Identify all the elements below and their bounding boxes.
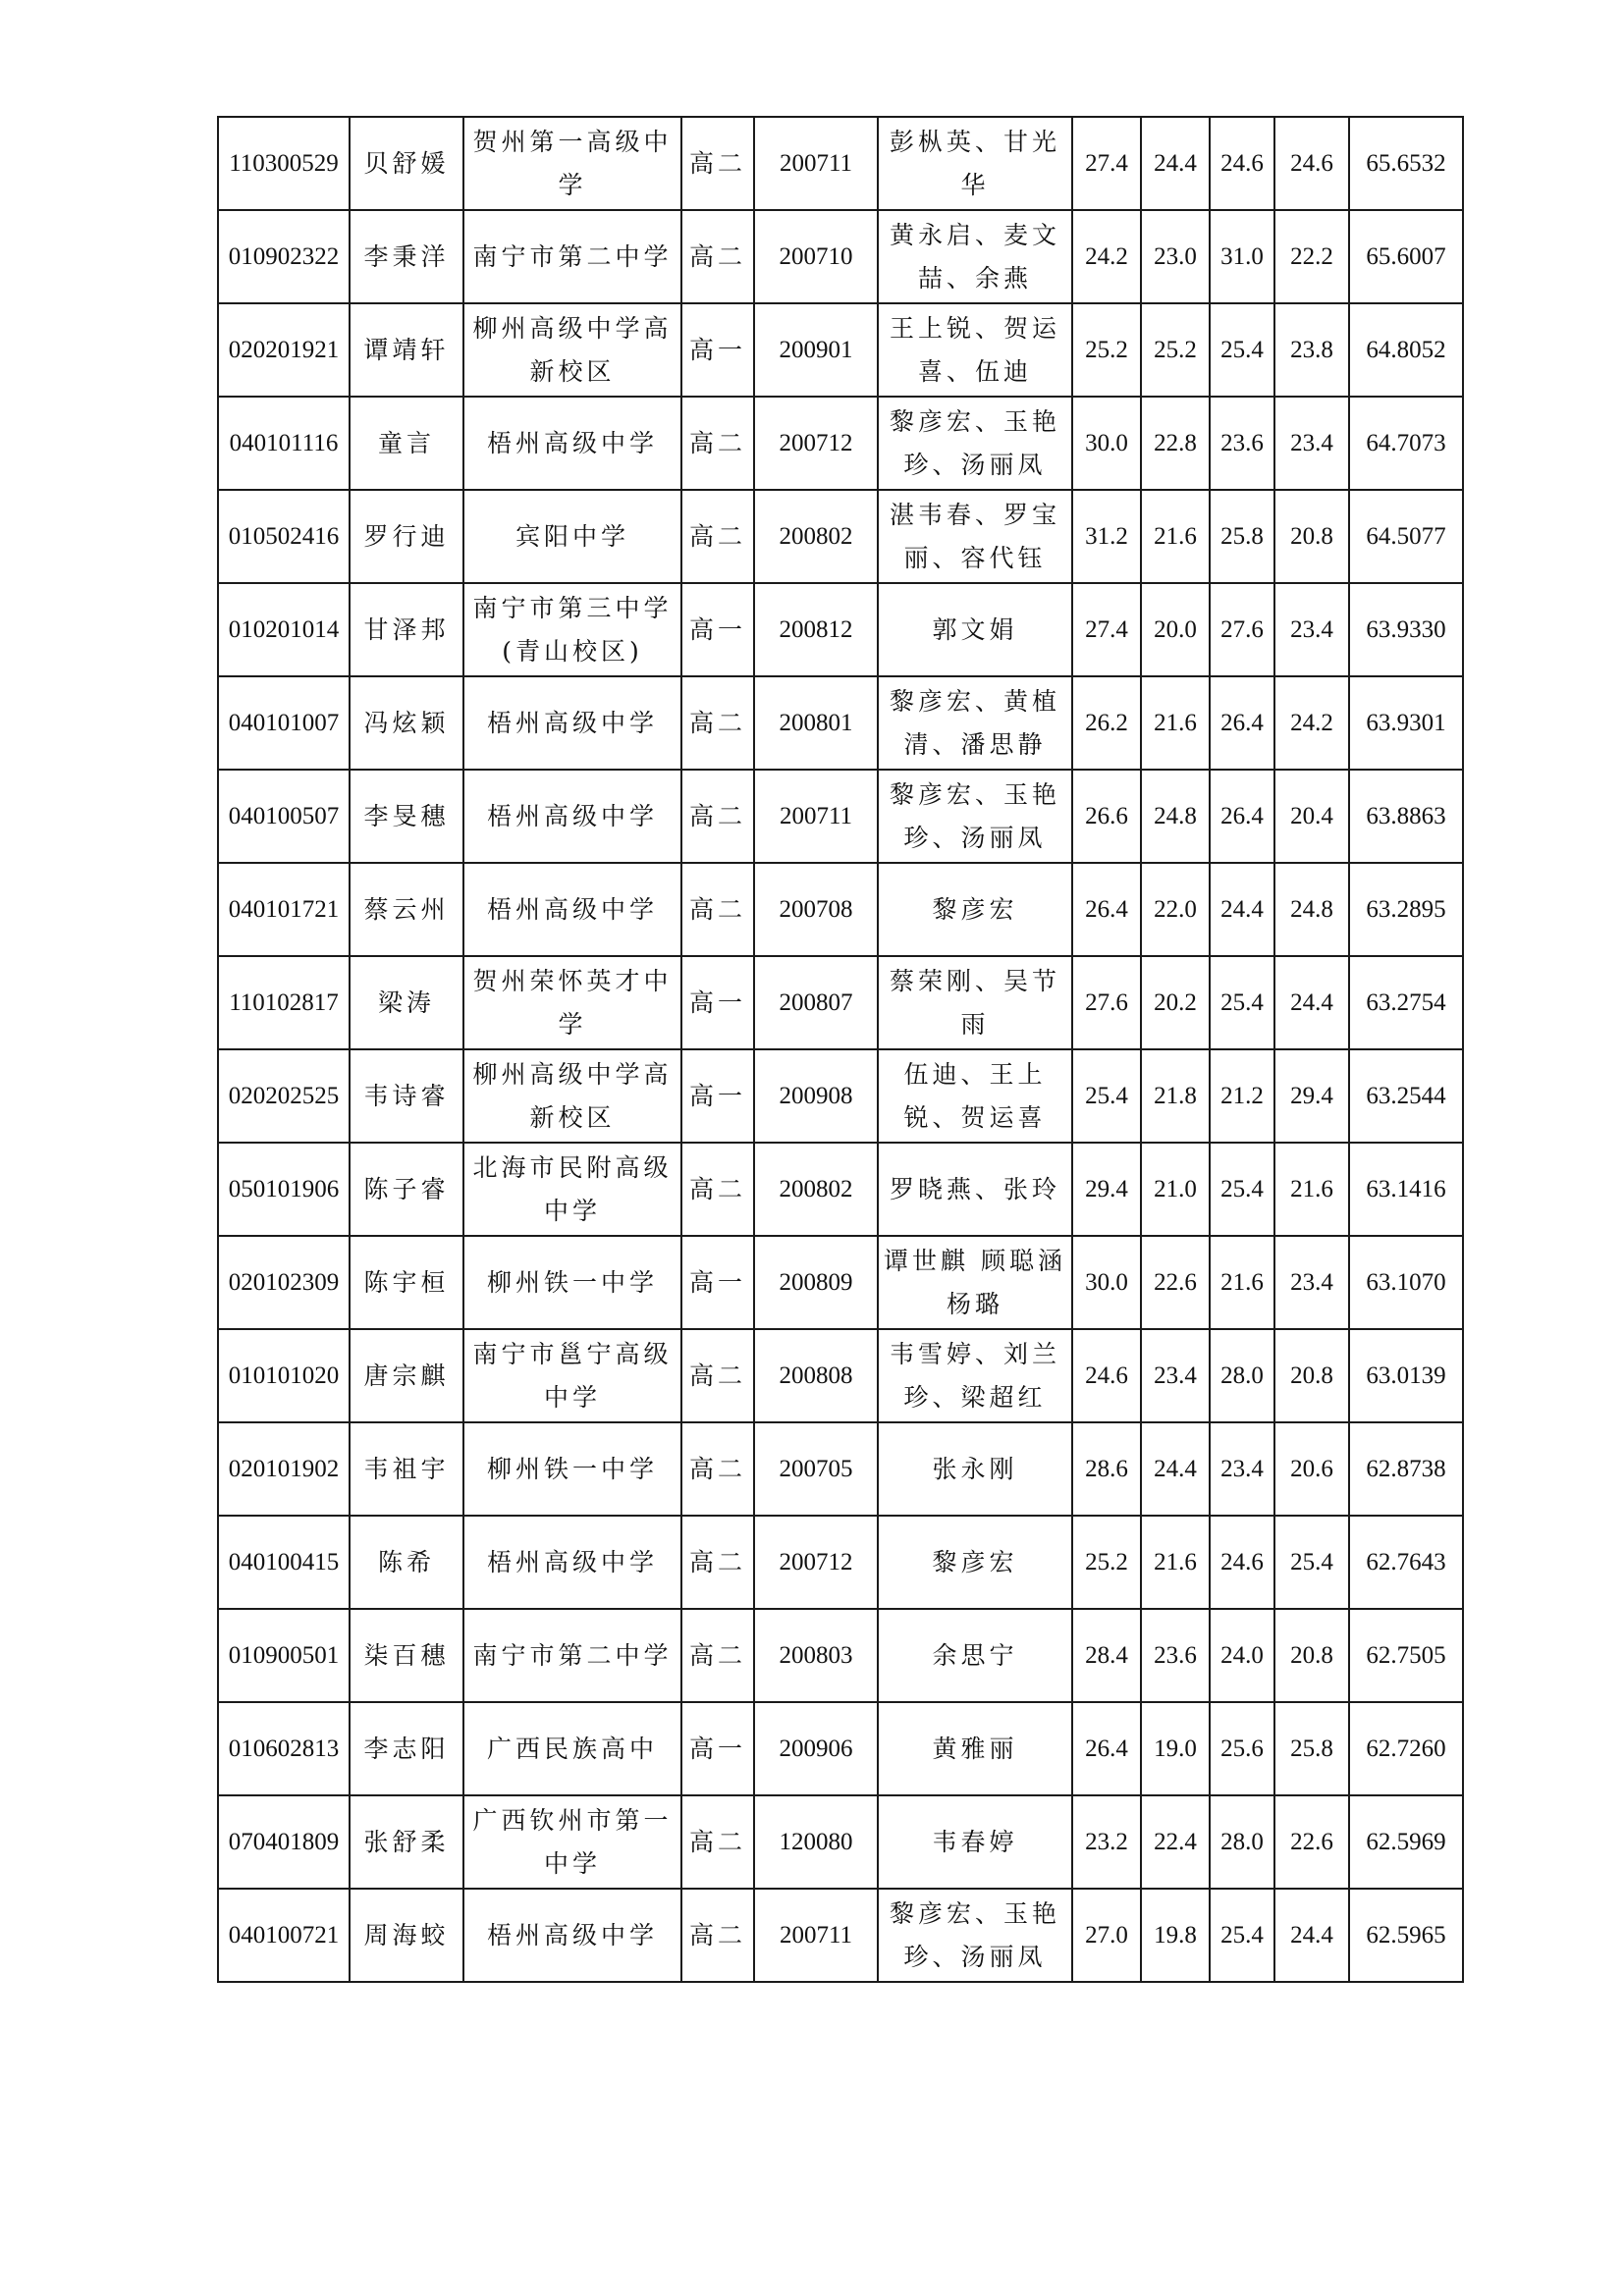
student-name-cell: 李旻穗 [350, 770, 463, 863]
grade-cell: 高二 [681, 397, 754, 490]
score-3-cell: 25.4 [1210, 1889, 1274, 1982]
grade-cell: 高二 [681, 490, 754, 583]
score-2-cell: 21.8 [1141, 1049, 1210, 1143]
score-3-cell: 23.6 [1210, 397, 1274, 490]
score-1-cell: 26.4 [1072, 1702, 1141, 1795]
total-score-cell: 64.8052 [1349, 303, 1463, 397]
student-id-cell: 020201921 [218, 303, 350, 397]
score-3-cell: 26.4 [1210, 676, 1274, 770]
total-score-cell: 63.2544 [1349, 1049, 1463, 1143]
grade-cell: 高二 [681, 1143, 754, 1236]
teachers-cell: 王上锐、贺运喜、伍迪 [878, 303, 1072, 397]
student-id-cell: 050101906 [218, 1143, 350, 1236]
score-4-cell: 23.4 [1274, 1236, 1349, 1329]
score-2-cell: 24.4 [1141, 117, 1210, 210]
school-cell: 柳州高级中学高新校区 [463, 303, 681, 397]
score-4-cell: 21.6 [1274, 1143, 1349, 1236]
score-1-cell: 25.2 [1072, 303, 1141, 397]
score-2-cell: 21.6 [1141, 490, 1210, 583]
total-score-cell: 63.8863 [1349, 770, 1463, 863]
score-1-cell: 25.4 [1072, 1049, 1141, 1143]
student-id-cell: 040100721 [218, 1889, 350, 1982]
teachers-cell: 蔡荣刚、吴节雨 [878, 956, 1072, 1049]
teachers-cell: 黄永启、麦文喆、余燕 [878, 210, 1072, 303]
table-row [218, 1889, 1463, 1982]
score-2-cell: 19.8 [1141, 1889, 1210, 1982]
student-id-cell: 040101007 [218, 676, 350, 770]
score-1-cell: 24.2 [1072, 210, 1141, 303]
score-4-cell: 25.4 [1274, 1516, 1349, 1609]
table-row [218, 583, 1463, 676]
student-id-cell: 040101721 [218, 863, 350, 956]
code-cell: 200802 [754, 490, 878, 583]
total-score-cell: 64.5077 [1349, 490, 1463, 583]
grade-cell: 高二 [681, 1609, 754, 1702]
table-row [218, 490, 1463, 583]
total-score-cell: 63.1070 [1349, 1236, 1463, 1329]
grade-cell: 高一 [681, 1702, 754, 1795]
code-cell: 200710 [754, 210, 878, 303]
student-name-cell: 李志阳 [350, 1702, 463, 1795]
student-name-cell: 陈希 [350, 1516, 463, 1609]
student-name-cell: 陈宇桓 [350, 1236, 463, 1329]
code-cell: 200712 [754, 397, 878, 490]
teachers-cell: 谭世麒 顾聪涵杨璐 [878, 1236, 1072, 1329]
code-cell: 200801 [754, 676, 878, 770]
total-score-cell: 63.9330 [1349, 583, 1463, 676]
teachers-cell: 罗晓燕、张玲 [878, 1143, 1072, 1236]
student-id-cell: 020101902 [218, 1422, 350, 1516]
teachers-cell: 伍迪、王上锐、贺运喜 [878, 1049, 1072, 1143]
student-name-cell: 张舒柔 [350, 1795, 463, 1889]
score-2-cell: 23.4 [1141, 1329, 1210, 1422]
student-name-cell: 贝舒媛 [350, 117, 463, 210]
student-id-cell: 040100507 [218, 770, 350, 863]
score-1-cell: 27.4 [1072, 583, 1141, 676]
table-row [218, 1236, 1463, 1329]
table-row [218, 210, 1463, 303]
student-name-cell: 唐宗麒 [350, 1329, 463, 1422]
score-3-cell: 21.2 [1210, 1049, 1274, 1143]
code-cell: 200802 [754, 1143, 878, 1236]
score-4-cell: 23.8 [1274, 303, 1349, 397]
score-2-cell: 19.0 [1141, 1702, 1210, 1795]
score-1-cell: 27.6 [1072, 956, 1141, 1049]
score-2-cell: 21.0 [1141, 1143, 1210, 1236]
grade-cell: 高二 [681, 1795, 754, 1889]
table-row [218, 117, 1463, 210]
code-cell: 200807 [754, 956, 878, 1049]
score-1-cell: 24.6 [1072, 1329, 1141, 1422]
score-1-cell: 23.2 [1072, 1795, 1141, 1889]
table-row [218, 1795, 1463, 1889]
score-3-cell: 24.0 [1210, 1609, 1274, 1702]
score-3-cell: 25.4 [1210, 303, 1274, 397]
table-row [218, 1329, 1463, 1422]
school-cell: 柳州高级中学高新校区 [463, 1049, 681, 1143]
grade-cell: 高二 [681, 770, 754, 863]
score-3-cell: 28.0 [1210, 1329, 1274, 1422]
score-2-cell: 22.0 [1141, 863, 1210, 956]
table-row [218, 1702, 1463, 1795]
table-row [218, 1516, 1463, 1609]
total-score-cell: 65.6532 [1349, 117, 1463, 210]
student-id-cell: 010900501 [218, 1609, 350, 1702]
school-cell: 北海市民附高级中学 [463, 1143, 681, 1236]
score-3-cell: 28.0 [1210, 1795, 1274, 1889]
score-1-cell: 26.6 [1072, 770, 1141, 863]
code-cell: 200711 [754, 117, 878, 210]
student-name-cell: 童言 [350, 397, 463, 490]
teachers-cell: 余思宁 [878, 1609, 1072, 1702]
total-score-cell: 63.9301 [1349, 676, 1463, 770]
table-row [218, 397, 1463, 490]
student-name-cell: 李秉洋 [350, 210, 463, 303]
score-3-cell: 27.6 [1210, 583, 1274, 676]
teachers-cell: 韦雪婷、刘兰珍、梁超红 [878, 1329, 1072, 1422]
score-2-cell: 24.8 [1141, 770, 1210, 863]
student-name-cell: 蔡云州 [350, 863, 463, 956]
score-4-cell: 24.8 [1274, 863, 1349, 956]
student-id-cell: 110102817 [218, 956, 350, 1049]
score-4-cell: 23.4 [1274, 583, 1349, 676]
score-1-cell: 27.4 [1072, 117, 1141, 210]
score-4-cell: 20.6 [1274, 1422, 1349, 1516]
student-name-cell: 甘泽邦 [350, 583, 463, 676]
score-1-cell: 28.4 [1072, 1609, 1141, 1702]
score-3-cell: 26.4 [1210, 770, 1274, 863]
teachers-cell: 黎彦宏、玉艳珍、汤丽凤 [878, 397, 1072, 490]
total-score-cell: 62.7505 [1349, 1609, 1463, 1702]
score-3-cell: 25.8 [1210, 490, 1274, 583]
score-2-cell: 23.0 [1141, 210, 1210, 303]
grade-cell: 高二 [681, 676, 754, 770]
student-name-cell: 罗行迪 [350, 490, 463, 583]
school-cell: 贺州荣怀英才中学 [463, 956, 681, 1049]
total-score-cell: 62.7260 [1349, 1702, 1463, 1795]
score-4-cell: 20.8 [1274, 490, 1349, 583]
score-3-cell: 23.4 [1210, 1422, 1274, 1516]
score-4-cell: 24.4 [1274, 956, 1349, 1049]
grade-cell: 高二 [681, 1889, 754, 1982]
student-id-cell: 010602813 [218, 1702, 350, 1795]
score-3-cell: 21.6 [1210, 1236, 1274, 1329]
student-id-cell: 010502416 [218, 490, 350, 583]
table-body [218, 117, 1463, 1982]
score-1-cell: 30.0 [1072, 1236, 1141, 1329]
score-2-cell: 21.6 [1141, 676, 1210, 770]
total-score-cell: 62.5969 [1349, 1795, 1463, 1889]
total-score-cell: 62.5965 [1349, 1889, 1463, 1982]
school-cell: 广西钦州市第一中学 [463, 1795, 681, 1889]
score-1-cell: 26.2 [1072, 676, 1141, 770]
total-score-cell: 63.2895 [1349, 863, 1463, 956]
code-cell: 200906 [754, 1702, 878, 1795]
code-cell: 200708 [754, 863, 878, 956]
school-cell: 贺州第一高级中学 [463, 117, 681, 210]
teachers-cell: 湛韦春、罗宝丽、容代钰 [878, 490, 1072, 583]
score-4-cell: 22.2 [1274, 210, 1349, 303]
score-4-cell: 24.4 [1274, 1889, 1349, 1982]
teachers-cell: 黎彦宏、玉艳珍、汤丽凤 [878, 1889, 1072, 1982]
student-name-cell: 韦诗睿 [350, 1049, 463, 1143]
score-4-cell: 24.6 [1274, 117, 1349, 210]
score-1-cell: 28.6 [1072, 1422, 1141, 1516]
student-name-cell: 陈子睿 [350, 1143, 463, 1236]
score-4-cell: 24.2 [1274, 676, 1349, 770]
student-name-cell: 韦祖宇 [350, 1422, 463, 1516]
score-3-cell: 24.6 [1210, 1516, 1274, 1609]
score-2-cell: 25.2 [1141, 303, 1210, 397]
total-score-cell: 63.1416 [1349, 1143, 1463, 1236]
code-cell: 200705 [754, 1422, 878, 1516]
code-cell: 200901 [754, 303, 878, 397]
school-cell: 南宁市第三中学(青山校区) [463, 583, 681, 676]
total-score-cell: 62.8738 [1349, 1422, 1463, 1516]
table-row [218, 1609, 1463, 1702]
score-4-cell: 25.8 [1274, 1702, 1349, 1795]
school-cell: 梧州高级中学 [463, 1516, 681, 1609]
score-2-cell: 20.2 [1141, 956, 1210, 1049]
score-3-cell: 31.0 [1210, 210, 1274, 303]
score-1-cell: 29.4 [1072, 1143, 1141, 1236]
grade-cell: 高二 [681, 210, 754, 303]
table-row [218, 956, 1463, 1049]
score-4-cell: 23.4 [1274, 397, 1349, 490]
student-name-cell: 周海蛟 [350, 1889, 463, 1982]
table-row [218, 1422, 1463, 1516]
student-name-cell: 谭靖轩 [350, 303, 463, 397]
code-cell: 120080 [754, 1795, 878, 1889]
score-2-cell: 24.4 [1141, 1422, 1210, 1516]
total-score-cell: 63.0139 [1349, 1329, 1463, 1422]
school-cell: 梧州高级中学 [463, 770, 681, 863]
code-cell: 200908 [754, 1049, 878, 1143]
teachers-cell: 黄雅丽 [878, 1702, 1072, 1795]
score-4-cell: 22.6 [1274, 1795, 1349, 1889]
student-name-cell: 冯炫颖 [350, 676, 463, 770]
teachers-cell: 韦春婷 [878, 1795, 1072, 1889]
student-id-cell: 040101116 [218, 397, 350, 490]
school-cell: 梧州高级中学 [463, 1889, 681, 1982]
student-name-cell: 梁涛 [350, 956, 463, 1049]
teachers-cell: 黎彦宏 [878, 863, 1072, 956]
score-1-cell: 26.4 [1072, 863, 1141, 956]
score-2-cell: 20.0 [1141, 583, 1210, 676]
grade-cell: 高一 [681, 956, 754, 1049]
total-score-cell: 65.6007 [1349, 210, 1463, 303]
grade-cell: 高一 [681, 303, 754, 397]
school-cell: 梧州高级中学 [463, 676, 681, 770]
grade-cell: 高一 [681, 583, 754, 676]
student-name-cell: 柒百穗 [350, 1609, 463, 1702]
school-cell: 梧州高级中学 [463, 397, 681, 490]
school-cell: 广西民族高中 [463, 1702, 681, 1795]
student-id-cell: 010902322 [218, 210, 350, 303]
teachers-cell: 黎彦宏 [878, 1516, 1072, 1609]
score-4-cell: 20.8 [1274, 1609, 1349, 1702]
total-score-cell: 64.7073 [1349, 397, 1463, 490]
score-2-cell: 23.6 [1141, 1609, 1210, 1702]
student-id-cell: 010201014 [218, 583, 350, 676]
score-3-cell: 25.4 [1210, 956, 1274, 1049]
score-4-cell: 20.4 [1274, 770, 1349, 863]
teachers-cell: 彭枞英、甘光华 [878, 117, 1072, 210]
code-cell: 200808 [754, 1329, 878, 1422]
score-1-cell: 31.2 [1072, 490, 1141, 583]
total-score-cell: 63.2754 [1349, 956, 1463, 1049]
score-3-cell: 24.4 [1210, 863, 1274, 956]
school-cell: 南宁市第二中学 [463, 1609, 681, 1702]
score-1-cell: 25.2 [1072, 1516, 1141, 1609]
code-cell: 200809 [754, 1236, 878, 1329]
grade-cell: 高一 [681, 1236, 754, 1329]
school-cell: 南宁市邕宁高级中学 [463, 1329, 681, 1422]
table-row [218, 676, 1463, 770]
school-cell: 柳州铁一中学 [463, 1422, 681, 1516]
school-cell: 柳州铁一中学 [463, 1236, 681, 1329]
score-1-cell: 27.0 [1072, 1889, 1141, 1982]
teachers-cell: 黎彦宏、黄植清、潘思静 [878, 676, 1072, 770]
teachers-cell: 张永刚 [878, 1422, 1072, 1516]
grade-cell: 高一 [681, 1049, 754, 1143]
grade-cell: 高二 [681, 863, 754, 956]
score-3-cell: 25.6 [1210, 1702, 1274, 1795]
score-1-cell: 30.0 [1072, 397, 1141, 490]
results-table [217, 116, 1464, 1983]
student-id-cell: 020102309 [218, 1236, 350, 1329]
table-row [218, 1143, 1463, 1236]
score-2-cell: 21.6 [1141, 1516, 1210, 1609]
code-cell: 200803 [754, 1609, 878, 1702]
score-4-cell: 20.8 [1274, 1329, 1349, 1422]
school-cell: 梧州高级中学 [463, 863, 681, 956]
code-cell: 200712 [754, 1516, 878, 1609]
grade-cell: 高二 [681, 117, 754, 210]
table-row [218, 1049, 1463, 1143]
teachers-cell: 黎彦宏、玉艳珍、汤丽凤 [878, 770, 1072, 863]
grade-cell: 高二 [681, 1516, 754, 1609]
score-3-cell: 25.4 [1210, 1143, 1274, 1236]
score-4-cell: 29.4 [1274, 1049, 1349, 1143]
code-cell: 200711 [754, 770, 878, 863]
code-cell: 200711 [754, 1889, 878, 1982]
score-3-cell: 24.6 [1210, 117, 1274, 210]
score-2-cell: 22.6 [1141, 1236, 1210, 1329]
student-id-cell: 070401809 [218, 1795, 350, 1889]
teachers-cell: 郭文娟 [878, 583, 1072, 676]
student-id-cell: 040100415 [218, 1516, 350, 1609]
grade-cell: 高二 [681, 1422, 754, 1516]
table-row [218, 770, 1463, 863]
total-score-cell: 62.7643 [1349, 1516, 1463, 1609]
table-row [218, 863, 1463, 956]
student-id-cell: 010101020 [218, 1329, 350, 1422]
school-cell: 南宁市第二中学 [463, 210, 681, 303]
table-row [218, 303, 1463, 397]
code-cell: 200812 [754, 583, 878, 676]
grade-cell: 高二 [681, 1329, 754, 1422]
score-2-cell: 22.4 [1141, 1795, 1210, 1889]
score-2-cell: 22.8 [1141, 397, 1210, 490]
school-cell: 宾阳中学 [463, 490, 681, 583]
student-id-cell: 020202525 [218, 1049, 350, 1143]
student-id-cell: 110300529 [218, 117, 350, 210]
